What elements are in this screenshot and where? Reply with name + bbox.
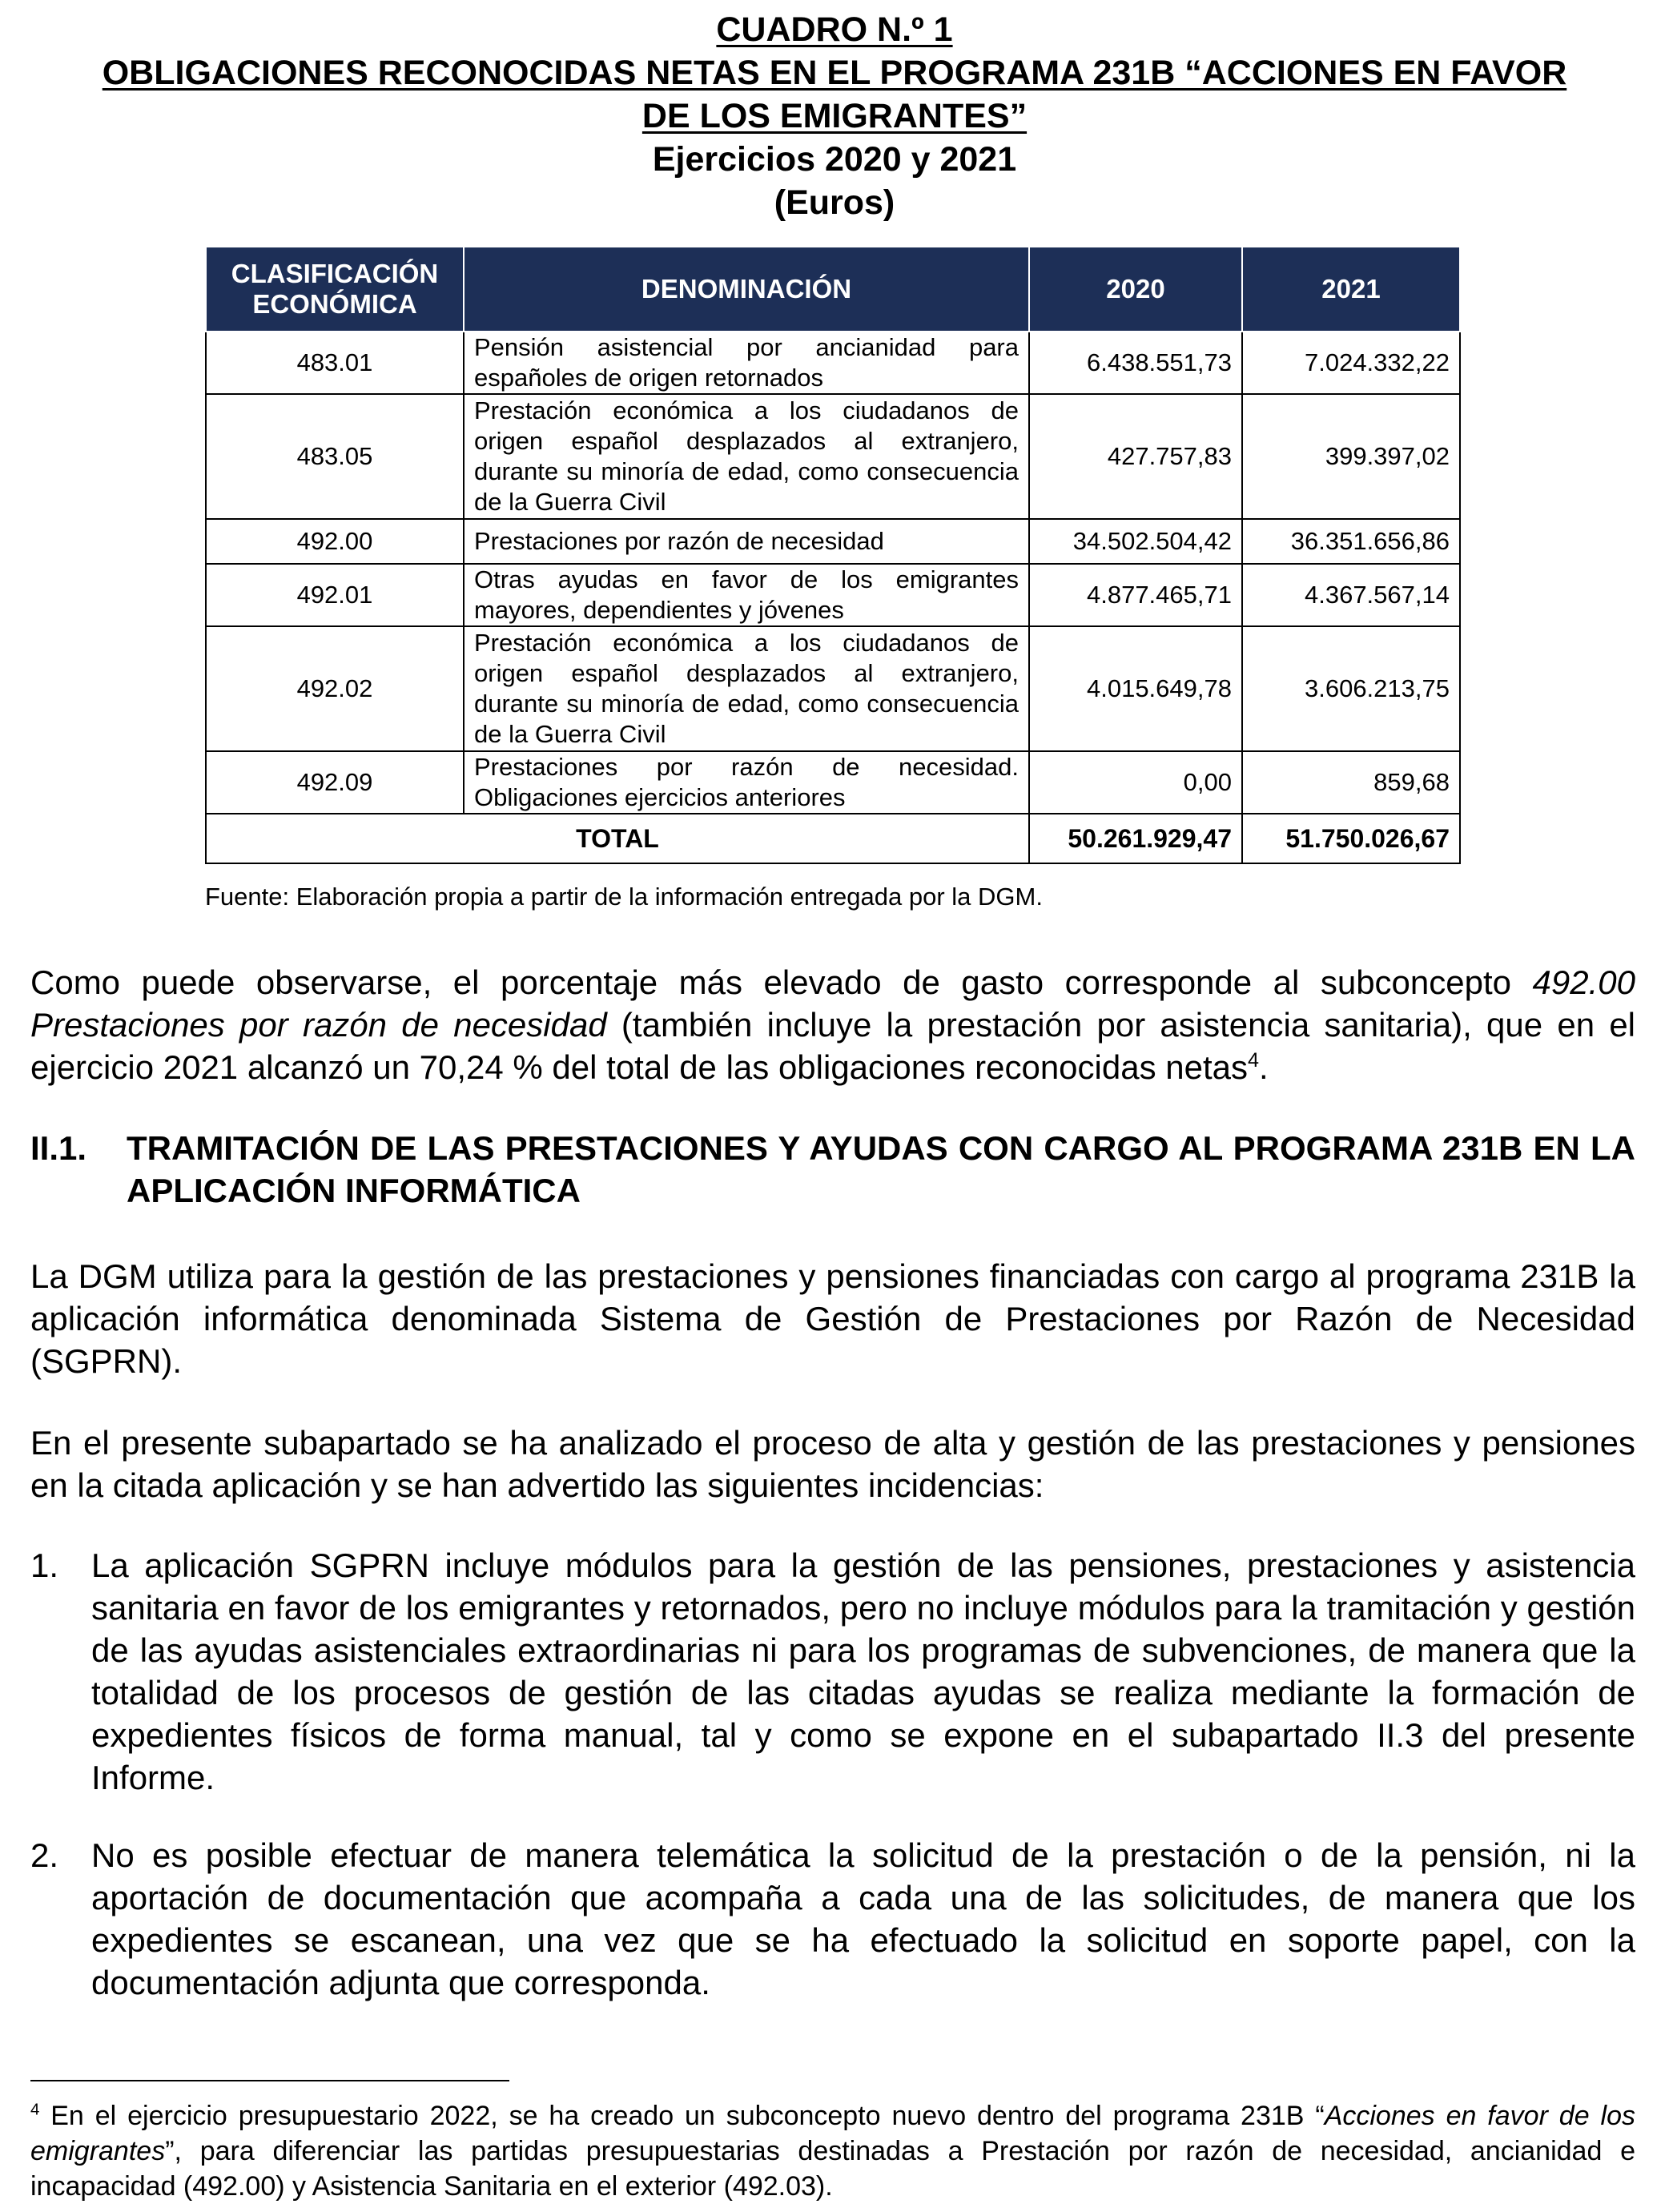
table-row [206,564,1460,626]
table-units: (Euros) [774,183,895,222]
row-denominacion: Prestaciones por razón de necesidad [464,519,1029,564]
row-denominacion: Otras ayudas en favor de los emigrantes mayores, dependientes y jóvenes [464,564,1029,626]
row-value-2021: 859,68 [1242,751,1460,814]
header-2021: 2021 [1242,247,1460,332]
list-item [30,1544,1635,1799]
row-denominacion: Prestación económica a los ciudadanos de origen español desplazados al extranjero, durante su minoría de edad, como consecuencia de la Guerra Civil [464,394,1029,519]
para1-text-b: (también incluye la prestación por asistencia sanitaria), que en el ejercicio 2021 alcanzó un 70,24 % del total de las obligaciones reconocidas netas [30,1006,1636,1086]
row-code: 492.02 [206,626,464,751]
table-header-row [206,247,1460,332]
list-text: La aplicación SGPRN incluye módulos para la gestión de las pensiones, prestaciones y asistencia sanitaria en favor de los emigrantes y retornados, pero no incluye módulos para la tramitación y gestión de las ayudas asistenciales extraordinarias ni para los programas de subvenciones, de manera que la totalidad de los procesos de gestión de las citadas ayudas se realiza mediante la formación de expedientes físicos de forma manual, tal y como se expone en el subapartado II.3 del presente Informe. [91,1546,1635,1796]
row-value-2020: 4.015.649,78 [1029,626,1242,751]
row-value-2021: 36.351.656,86 [1242,519,1460,564]
footnote-divider [30,2080,509,2081]
paragraph-sgprn: La DGM utiliza para la gestión de las prestaciones y pensiones financiadas con cargo al programa 231B la aplicación informática denominada Sistema de Gestión de Prestaciones por Razón de Necesidad (SGPRN). [30,1257,1635,1380]
header-denominacion: DENOMINACIÓN [464,247,1029,332]
header-2020: 2020 [1029,247,1242,332]
total-2020: 50.261.929,47 [1029,814,1242,863]
footnote-mark: 4 [30,2101,40,2119]
row-value-2020: 34.502.504,42 [1029,519,1242,564]
list-number: 2. [30,1836,59,1874]
cuadro-number: CUADRO N.º 1 [716,10,953,49]
row-code: 483.05 [206,394,464,519]
list-item [30,1834,1635,2004]
footnote-italic: Acciones en favor de los emigrantes [30,2101,1636,2166]
total-2021: 51.750.026,67 [1242,814,1460,863]
table-total-row [206,814,1460,863]
table-row [206,332,1460,394]
footnote-text-a: En el ejercicio presupuestario 2022, se ha creado un subconcepto nuevo dentro del programa 231B “ [39,2101,1325,2131]
table-row [206,751,1460,814]
list-number: 1. [30,1546,59,1584]
row-code: 492.09 [206,751,464,814]
row-code: 483.01 [206,332,464,394]
row-denominacion: Pensión asistencial por ancianidad para españoles de origen retornados [464,332,1029,394]
header-clasificacion: CLASIFICACIÓN ECONÓMICA [206,247,464,332]
para1-text-c: . [1259,1048,1269,1086]
row-value-2021: 4.367.567,14 [1242,564,1460,626]
table-title-line1: OBLIGACIONES RECONOCIDAS NETAS EN EL PROGRAMA 231B “ACCIONES EN FAVOR [102,54,1567,92]
row-value-2020: 4.877.465,71 [1029,564,1242,626]
section-heading [30,1127,1635,1212]
row-denominacion: Prestación económica a los ciudadanos de origen español desplazados al extranjero, durante su minoría de edad, como consecuencia de la Guerra Civil [464,626,1029,751]
table-source: Fuente: Elaboración propia a partir de la información entregada por la DGM. [205,883,1043,911]
row-value-2020: 427.757,83 [1029,394,1242,519]
footnote-ref[interactable]: 4 [1248,1049,1260,1072]
row-value-2021: 399.397,02 [1242,394,1460,519]
section-number: II.1. [30,1129,87,1167]
row-value-2020: 6.438.551,73 [1029,332,1242,394]
paragraph-observacion [30,961,1635,1088]
section-title: TRAMITACIÓN DE LAS PRESTACIONES Y AYUDAS CON CARGO AL PROGRAMA 231B EN LA APLICACIÓN INFORMÁTICA [127,1129,1635,1209]
para1-text-a: Como puede observarse, el porcentaje más elevado de gasto corresponde al subconcepto [30,963,1533,1001]
total-label: TOTAL [206,814,1029,863]
row-value-2021: 3.606.213,75 [1242,626,1460,751]
row-code: 492.01 [206,564,464,626]
row-value-2021: 7.024.332,22 [1242,332,1460,394]
table-title-line2: DE LOS EMIGRANTES” [641,97,1028,135]
title-block [32,8,1637,224]
table-row [206,394,1460,519]
table-years: Ejercicios 2020 y 2021 [652,140,1017,179]
footnote [30,2098,1635,2204]
row-value-2020: 0,00 [1029,751,1242,814]
paragraph-incidencias: En el presente subapartado se ha analizado el proceso de alta y gestión de las prestaciones y pensiones en la citada aplicación y se han advertido las siguientes incidencias: [30,1424,1635,1504]
row-code: 492.00 [206,519,464,564]
para1-italic: 492.00 Prestaciones por razón de necesidad [30,963,1635,1044]
list-text: No es posible efectuar de manera telemática la solicitud de la prestación o de la pensión, ni la aportación de documentación que acompaña a cada una de las solicitudes, de manera que los expedientes se escanean, una vez que se ha efectuado la solicitud en soporte papel, con la documentación adjunta que corresponda. [91,1836,1635,2001]
footnote-text-b: ”, para diferenciar las partidas presupuestarias destinadas a Prestación por razón de necesidad, ancianidad e incapacidad (492.00) y Asistencia Sanitaria en el exterior (492.03). [30,2136,1635,2202]
obligaciones-table [205,246,1461,864]
table-row [206,519,1460,564]
row-denominacion: Prestaciones por razón de necesidad. Obligaciones ejercicios anteriores [464,751,1029,814]
table-row [206,626,1460,751]
